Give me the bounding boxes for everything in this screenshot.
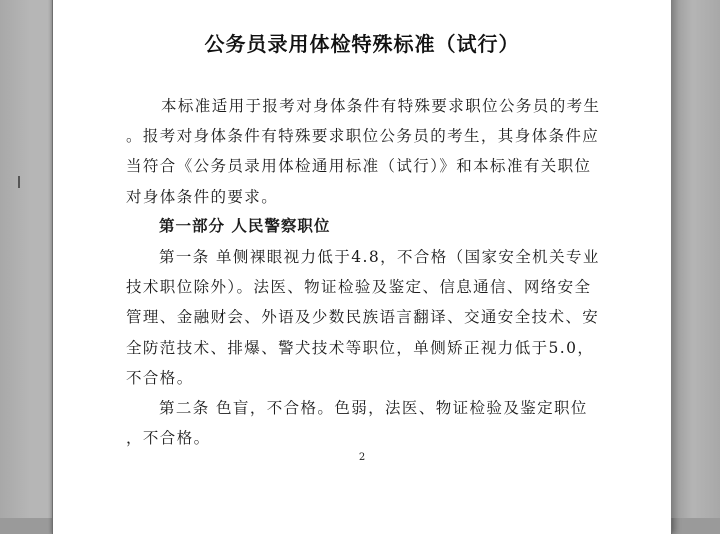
page-shadow (671, 0, 693, 518)
paragraph-line: 不合格。 (126, 369, 194, 387)
paragraph-line: 当符合《公务员录用体检通用标准（试行）》和本标准有关职位 (126, 157, 592, 175)
page-number: 2 (358, 452, 366, 463)
paragraph-line: 技术职位除外）。法医、物证检验及鉴定、信息通信、网络安全 (126, 278, 592, 296)
paragraph-line: 第二条 色盲，不合格。色弱，法医、物证检验及鉴定职位 (159, 399, 588, 417)
paragraph-line: 对身体条件的要求。 (126, 188, 279, 206)
paragraph-line: ，不合格。 (126, 429, 211, 447)
paragraph-line: 本标准适用于报考对身体条件有特殊要求职位公务员的考生 (161, 97, 601, 115)
paragraph-line: 第一条 单侧裸眼视力低于4.8，不合格（国家安全机关专业 (159, 248, 600, 266)
paragraph-line: 。报考对身体条件有特殊要求职位公务员的考生，其身体条件应 (126, 127, 600, 145)
paragraph-line: 管理、金融财会、外语及少数民族语言翻译、交通安全技术、安 (126, 308, 600, 326)
section-heading: 第一部分 人民警察职位 (159, 216, 331, 235)
document-title: 公务员录用体检特殊标准（试行） (204, 32, 520, 56)
document-page (52, 0, 672, 534)
left-edge-mark (18, 176, 20, 188)
paragraph-line: 全防范技术、排爆、警犬技术等职位，单侧矫正视力低于5.0， (126, 339, 595, 357)
